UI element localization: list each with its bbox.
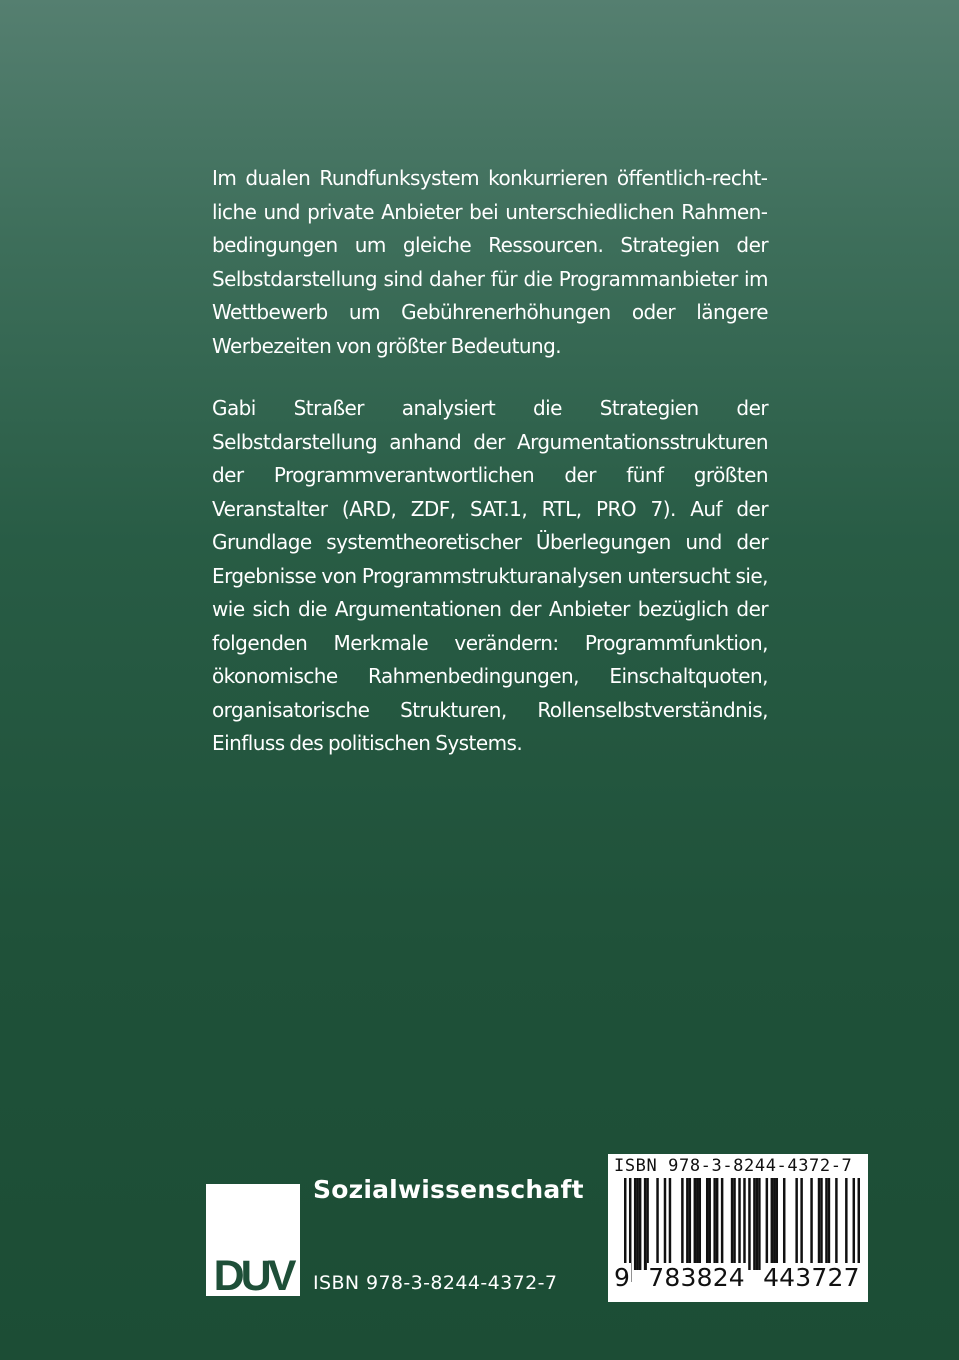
barcode-bar [758, 1178, 760, 1270]
barcode-bar [706, 1178, 708, 1270]
barcode-bar [686, 1178, 688, 1270]
barcode-bar [689, 1178, 691, 1270]
barcode-bar [716, 1178, 718, 1270]
barcode-bar [681, 1178, 683, 1270]
barcode-bar [766, 1178, 768, 1270]
barcode-bar [664, 1178, 666, 1270]
barcode-bar [753, 1178, 755, 1270]
barcode-bar [713, 1178, 715, 1270]
barcode-bar [845, 1178, 847, 1270]
barcode-bar [639, 1178, 641, 1270]
duv-logo [206, 1184, 300, 1296]
barcode-bar [828, 1178, 830, 1270]
barcode-bar [646, 1178, 648, 1270]
barcode-isbn-label: ISBN 978-3-8244-4372-7 [614, 1156, 853, 1176]
barcode-bar [773, 1178, 775, 1270]
barcode-bar [669, 1178, 671, 1270]
barcode-bar [776, 1178, 778, 1270]
barcode-bar [748, 1178, 750, 1270]
barcode-bar [731, 1178, 733, 1270]
blurb-paragraph-1: Im dualen Rundfunksystem konkurrieren öffentlich-rechtliche und private Anbieter bei unterschiedlichen Rahmenbedingungen um gleiche Ressourcen. Strategien der Selbstdarstellung sind daher für die Programmanbieter im Wettbewerb um Gebührenerhöhungen oder längere Werbezeiten von größter Bedeutung. [212, 166, 768, 358]
barcode-bar [694, 1178, 696, 1270]
barcode-bar [636, 1178, 638, 1270]
barcode-bar [771, 1178, 773, 1270]
barcode-digits-right: 443727 [763, 1263, 860, 1292]
barcode-bar [644, 1178, 646, 1270]
barcode-bar [699, 1178, 701, 1270]
barcode-bar [810, 1178, 812, 1270]
barcode-bar [656, 1178, 658, 1270]
barcode-bar [795, 1178, 797, 1270]
barcode-digits [613, 1263, 861, 1292]
barcode-bar [634, 1178, 636, 1270]
barcode-bar [820, 1178, 822, 1270]
barcode-bar [825, 1178, 827, 1270]
barcode-digits-left: 783824 [648, 1263, 745, 1292]
barcode-bar [818, 1178, 820, 1270]
barcode-digit-first: 9 [614, 1263, 631, 1292]
barcode-bar [696, 1178, 698, 1270]
series-title: Sozialwissenschaft [313, 1175, 584, 1204]
barcode-bar [756, 1178, 758, 1270]
barcode-bar [721, 1178, 723, 1270]
barcode-bar [800, 1178, 802, 1270]
back-cover-blurb [212, 162, 768, 761]
isbn-text: ISBN 978-3-8244-4372-7 [313, 1272, 558, 1294]
duv-logo-text: DUV [213, 1252, 293, 1296]
barcode-bar [708, 1178, 710, 1270]
barcode [608, 1154, 868, 1302]
blurb-paragraph-2: Gabi Straßer analysiert die Strategien der Selbstdarstellung anhand der Argumentationsstrukturen der Programmverantwortlichen der fünf größten Veranstalter (ARD, ZDF, SAT.1, RTL, PRO 7). Auf der Grundlage systemtheoretischer Überlegungen und der Ergebnisse von Programmstrukturanalysen untersucht sie, wie sich die Argumentationen der Anbieter bezüglich der folgenden Merkmale verändern: Programmfunktion, ökonomische Rahmenbedingungen, Einschaltquoten, organisatorische Strukturen, Rollenselbstverständnis, Einfluss des politischen Systems. [212, 396, 768, 755]
barcode-bar [835, 1178, 837, 1270]
barcode-bar [783, 1178, 785, 1270]
barcode-bar [733, 1178, 735, 1270]
